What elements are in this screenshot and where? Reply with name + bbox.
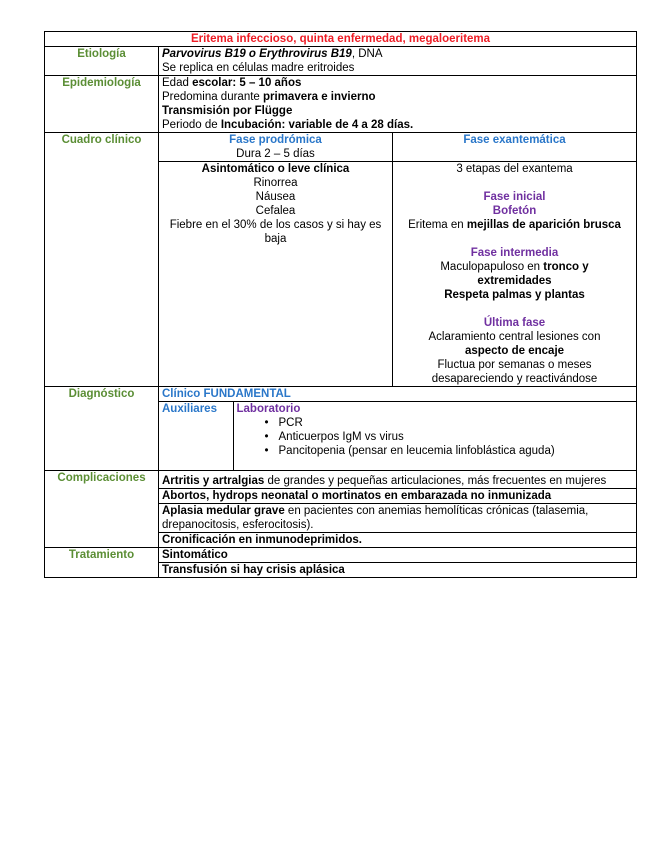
epi-l3: Transmisión por Flügge <box>162 105 293 117</box>
cuadro-header-row <box>45 133 637 162</box>
prodromica-item: Rinorrea <box>253 177 298 189</box>
intermedia-bold: tronco y extremidades <box>477 261 589 287</box>
prodromica-item: Náusea <box>255 191 296 203</box>
inicial-title: Fase inicial <box>483 191 546 203</box>
inicial-sub: Bofetón <box>492 205 537 217</box>
laboratorio-cell <box>233 402 636 470</box>
tratamiento-1: Sintomático <box>159 548 637 563</box>
laboratorio-title: Laboratorio <box>236 403 301 415</box>
intermedia-line2: Respeta palmas y plantas <box>444 289 585 301</box>
epi-l1-bold: escolar: 5 – 10 años <box>192 77 302 89</box>
ultima-l1: Aclaramiento central lesiones con <box>428 331 601 343</box>
diagnostico-label: Diagnóstico <box>45 387 159 471</box>
epidemiologia-row <box>45 76 637 133</box>
etiologia-agent: Parvovirus B19 o Erythrovirus B19 <box>162 48 352 60</box>
title-row <box>45 32 637 47</box>
auxiliares-label: Auxiliares <box>159 402 233 470</box>
epi-l2-bold: primavera e invierno <box>263 91 376 103</box>
exantematica-header: Fase exantemática <box>393 133 637 162</box>
etiologia-line2: Se replica en células madre eritroides <box>162 62 355 74</box>
complicacion-1 <box>159 471 637 489</box>
aux-inner-table <box>159 402 636 470</box>
prodromica-header-cell <box>159 133 393 162</box>
prodromica-duration: Dura 2 – 5 días <box>236 148 315 160</box>
prodromica-header: Fase prodrómica <box>229 134 322 146</box>
epi-l4-pre: Periodo de <box>162 119 221 131</box>
prodromica-item: Cefalea <box>255 205 296 217</box>
epidemiologia-content <box>159 76 637 133</box>
list-item: • Anticuerpos IgM vs virus <box>265 430 634 444</box>
tratamiento-row-1 <box>45 548 637 563</box>
exantematica-intro: 3 etapas del exantema <box>456 163 573 175</box>
etiologia-row <box>45 47 637 76</box>
c1-rest: de grandes y pequeñas articulaciones, más frecuentes en mujeres <box>264 475 607 487</box>
list-item: • Pancitopenia (pensar en leucemia linfoblástica aguda) <box>265 444 634 458</box>
etiologia-content <box>159 47 637 76</box>
etiologia-label: Etiología <box>45 47 159 76</box>
table-title: Eritema infeccioso, quinta enfermedad, megaloeritema <box>45 32 637 47</box>
prodromica-body <box>159 162 393 387</box>
prodromica-item: Fiebre en el 30% de los casos y si hay es baja <box>169 219 382 245</box>
c3-bold: Aplasia medular grave <box>162 505 285 517</box>
etiologia-agent-suffix: , DNA <box>351 48 383 60</box>
epi-l2-pre: Predomina durante <box>162 91 264 103</box>
epi-l4-bold: Incubación: variable de 4 a 28 días. <box>220 119 414 131</box>
ultima-title: Última fase <box>483 317 546 329</box>
prodromica-bold: Asintomático o leve clínica <box>201 163 350 175</box>
exantematica-body <box>393 162 637 387</box>
c3-rest: en pacientes con anemias hemolíticas crónicas (talasemia, drepanocitosis, esferocitosis). <box>162 505 589 531</box>
intermedia-title: Fase intermedia <box>470 247 559 259</box>
inicial-pre: Eritema en <box>408 219 467 231</box>
laboratorio-list <box>237 416 634 458</box>
diagnostico-clinico: Clínico FUNDAMENTAL <box>159 387 637 402</box>
summary-table <box>44 31 637 578</box>
diagnostico-aux-cell <box>159 402 637 471</box>
ultima-bold: aspecto de encaje <box>464 345 565 357</box>
complicaciones-row-1 <box>45 471 637 489</box>
tratamiento-2: Transfusión si hay crisis aplásica <box>159 563 637 578</box>
inicial-bold: mejillas de aparición brusca <box>466 219 621 231</box>
epi-l1-pre: Edad <box>162 77 193 89</box>
cuadro-label: Cuadro clínico <box>45 133 159 387</box>
complicaciones-label: Complicaciones <box>45 471 159 548</box>
complicacion-3 <box>159 504 637 533</box>
complicacion-2: Abortos, hydrops neonatal o mortinatos en embarazada no inmunizada <box>159 489 637 504</box>
ultima-l3: Fluctua por semanas o meses desapareciendo y reactivándose <box>431 359 598 385</box>
diagnostico-row <box>45 387 637 402</box>
intermedia-pre: Maculopapuloso en <box>440 261 544 273</box>
epidemiologia-label: Epidemiología <box>45 76 159 133</box>
tratamiento-label: Tratamiento <box>45 548 159 578</box>
complicacion-4: Cronificación en inmunodeprimidos. <box>159 533 637 548</box>
list-item: • PCR <box>265 416 634 430</box>
c1-bold: Artritis y artralgias <box>162 475 265 487</box>
